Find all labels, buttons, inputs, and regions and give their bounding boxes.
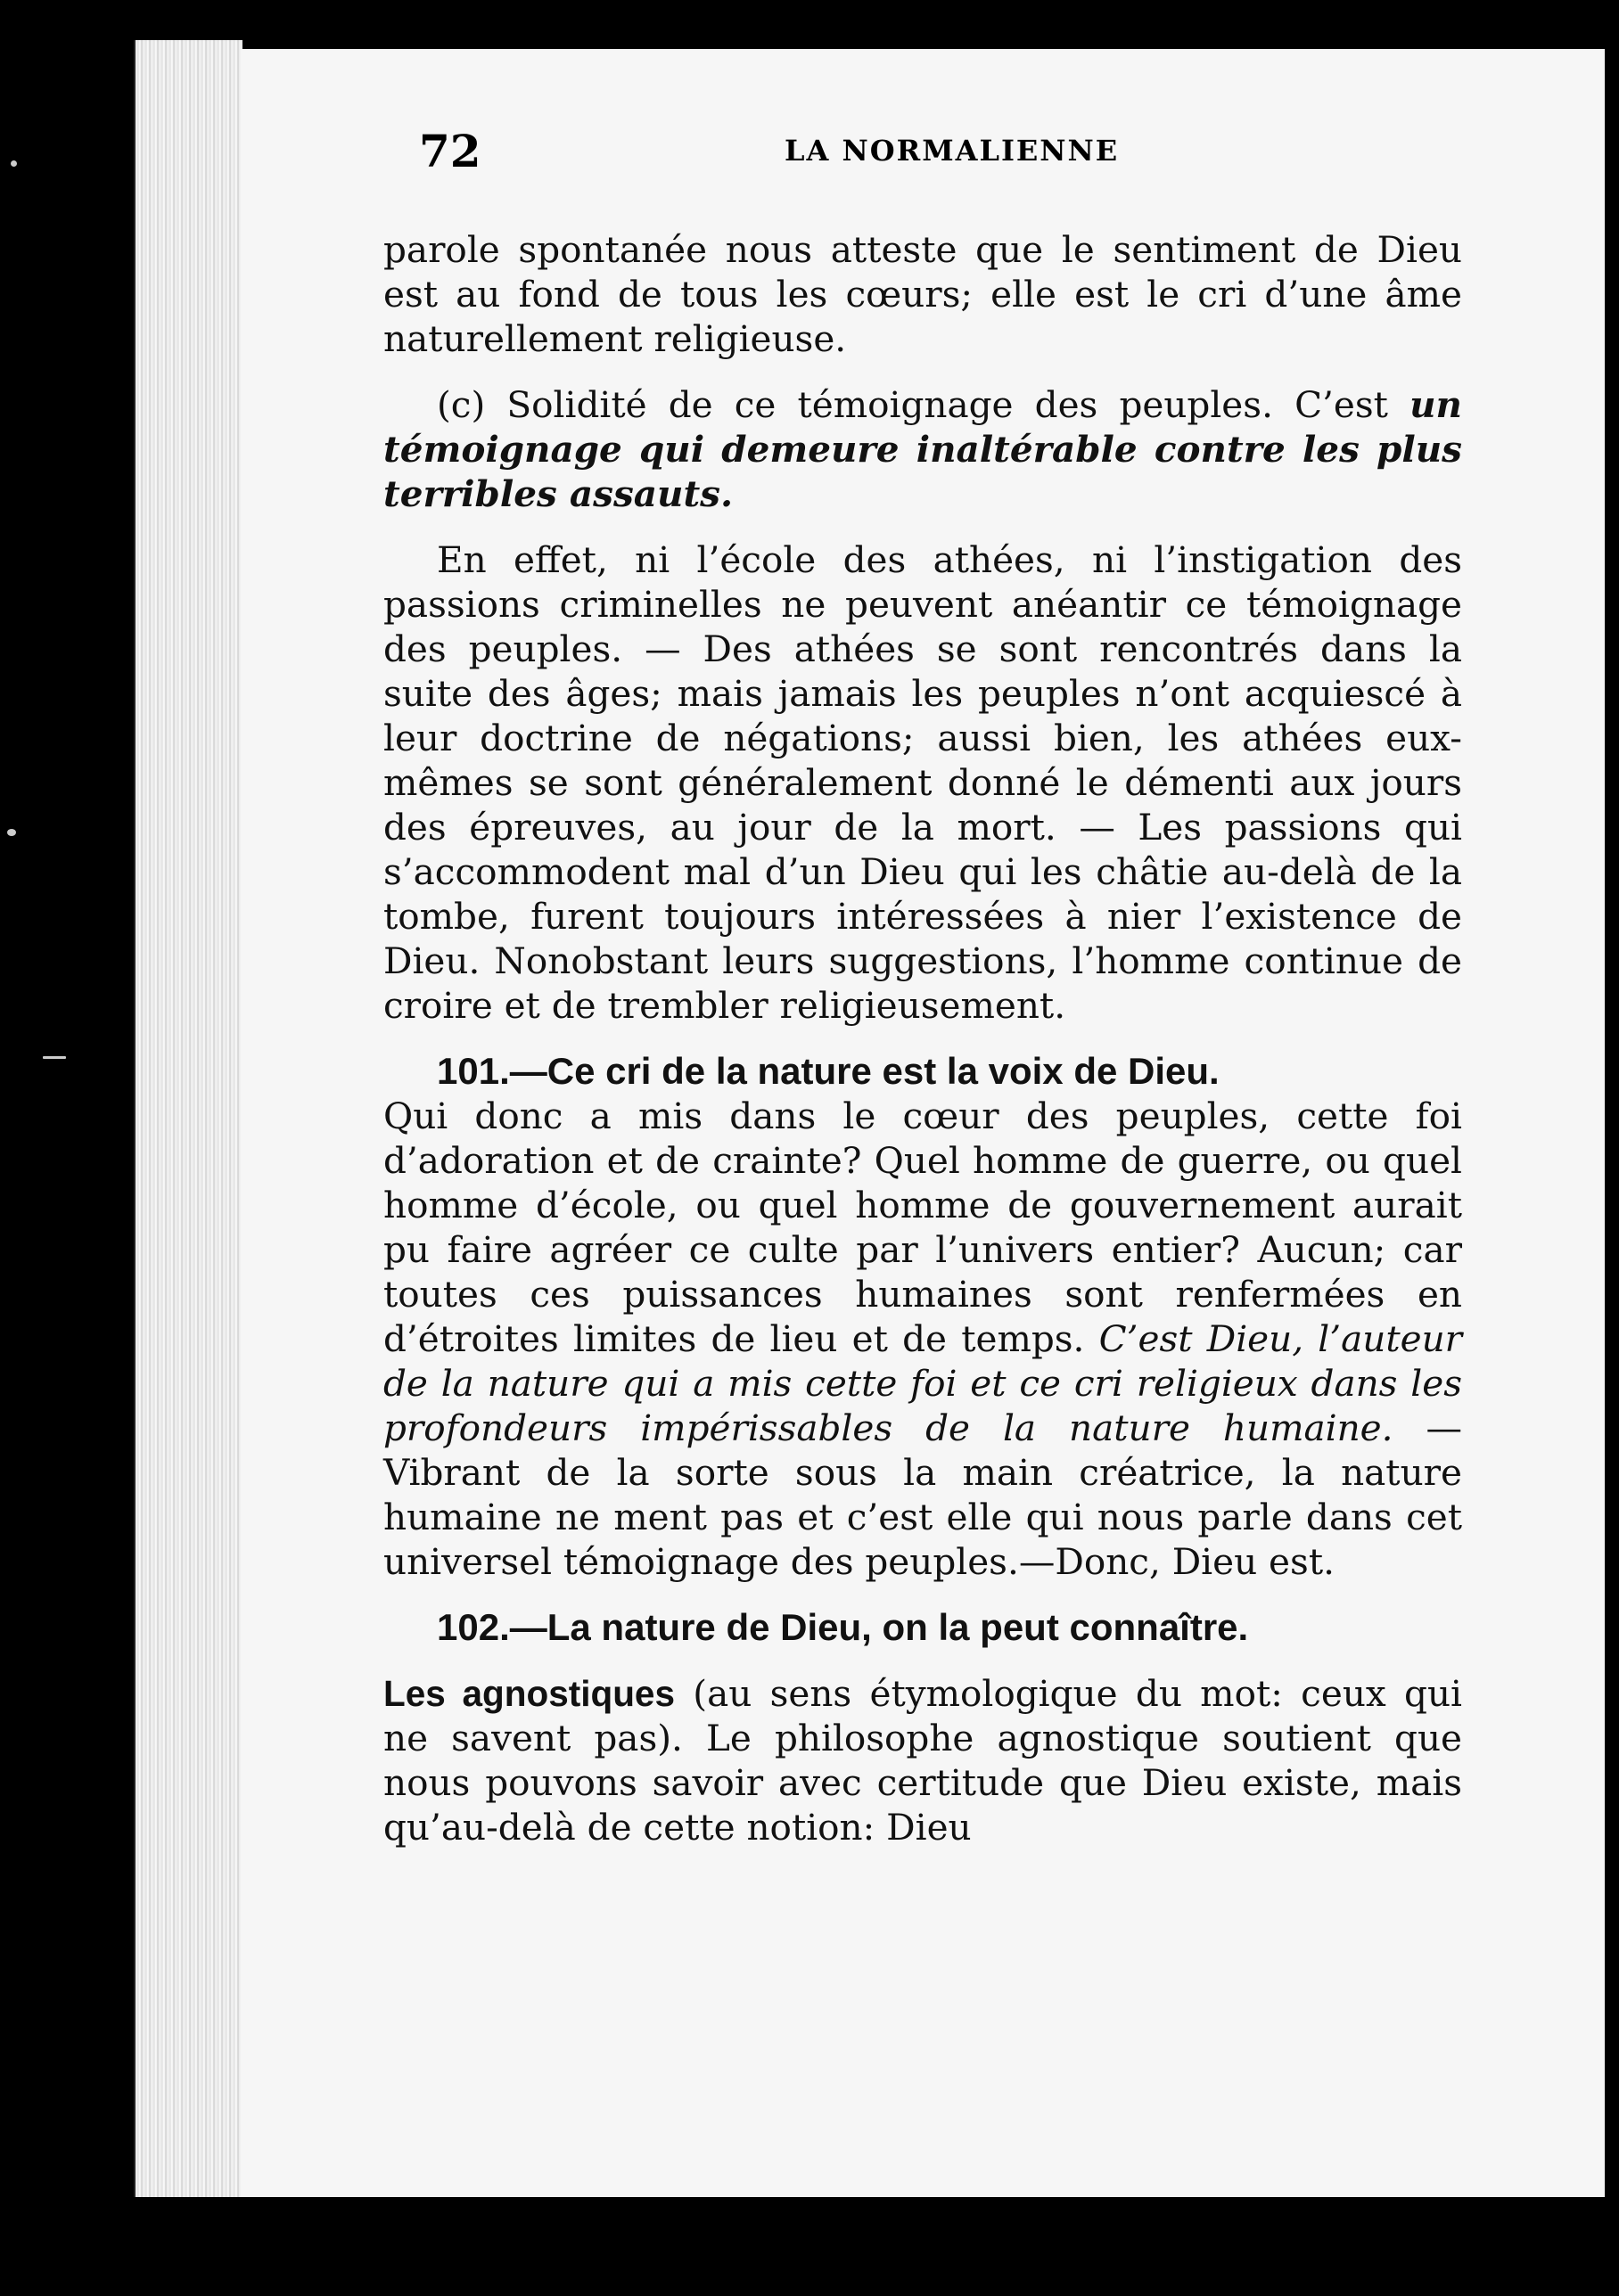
paragraph-solidite-lead: (c) Solidité de ce témoignage des peuples. C’est	[437, 383, 1388, 426]
section-101	[383, 1049, 1462, 1584]
paragraph-solidite-italic: un témoignage qui demeure inaltérable contre les plus terribles assauts.	[383, 383, 1463, 515]
section-102-body	[383, 1671, 1462, 1849]
paragraph-solidite	[383, 382, 1462, 516]
section-102-text: (au sens étymologique du mot: ceux qui ne savent pas). Le philosophe agnostique soutient que nous pouvons savoir avec certitude que Dieu existe, mais qu’au-delà de cette notion: Dieu	[383, 1672, 1463, 1849]
section-101-text-2: — Vibrant de la sorte sous la main créatrice, la nature humaine ne ment pas et c’est elle qui nous parle dans cet universel témoignage des peuples.—Donc, Dieu est.	[383, 1406, 1463, 1583]
paragraph-en-effet: En effet, ni l’école des athées, ni l’instigation des passions criminelles ne peuvent anéantir ce témoignage des peuples. — Des athées se sont rencontrés dans la suite des âges; mais jamais les peuples n’ont acquiescé à leur doctrine de négations; aussi bien, les athées eux-mêmes se sont généralement donné le démenti aux jours des épreuves, au jour de la mort. — Les passions qui s’accommodent mal d’un Dieu qui les châtie au-delà de la tombe, furent toujours intéressées à nier l’existence de Dieu. Nonobstant leurs suggestions, l’homme continue de croire et de trembler religieusement.	[383, 538, 1462, 1027]
section-102-bold-term: Les agnostiques	[383, 1673, 675, 1714]
paragraph-continuation: parole spontanée nous atteste que le sentiment de Dieu est au fond de tous les cœurs; elle est le cri d’une âme naturellement religieuse.	[383, 228, 1462, 360]
text-body	[383, 227, 1462, 1849]
section-101-heading: 101.—Ce cri de la nature est la voix de Dieu.	[437, 1050, 1220, 1092]
section-102-heading: 102.—La nature de Dieu, on la peut connaître.	[437, 1606, 1249, 1648]
scan-speck	[7, 829, 16, 836]
section-101-italic: C’est Dieu, l’auteur de la nature qui a mis cette foi et ce cri religieux dans les profondeurs impérissables de la nature humaine.	[383, 1317, 1463, 1449]
running-head: LA NORMALIENNE	[785, 134, 1120, 168]
page-header	[419, 125, 1462, 178]
scan-speck	[43, 1056, 66, 1059]
page-edges	[134, 40, 242, 2197]
page-number: 72	[419, 125, 481, 177]
scan-speck	[11, 160, 17, 167]
section-101-text-1: Qui donc a mis dans le cœur des peuples, cette foi d’adoration et de crainte? Quel homme de guerre, ou quel homme d’école, ou quel homme de gouvernement aurait pu faire agréer ce culte par l’univers entier? Aucun; car toutes ces puissances humaines sont renfermées en d’étroites limites de lieu et de temps.	[383, 1095, 1462, 1360]
section-102	[383, 1605, 1462, 1650]
